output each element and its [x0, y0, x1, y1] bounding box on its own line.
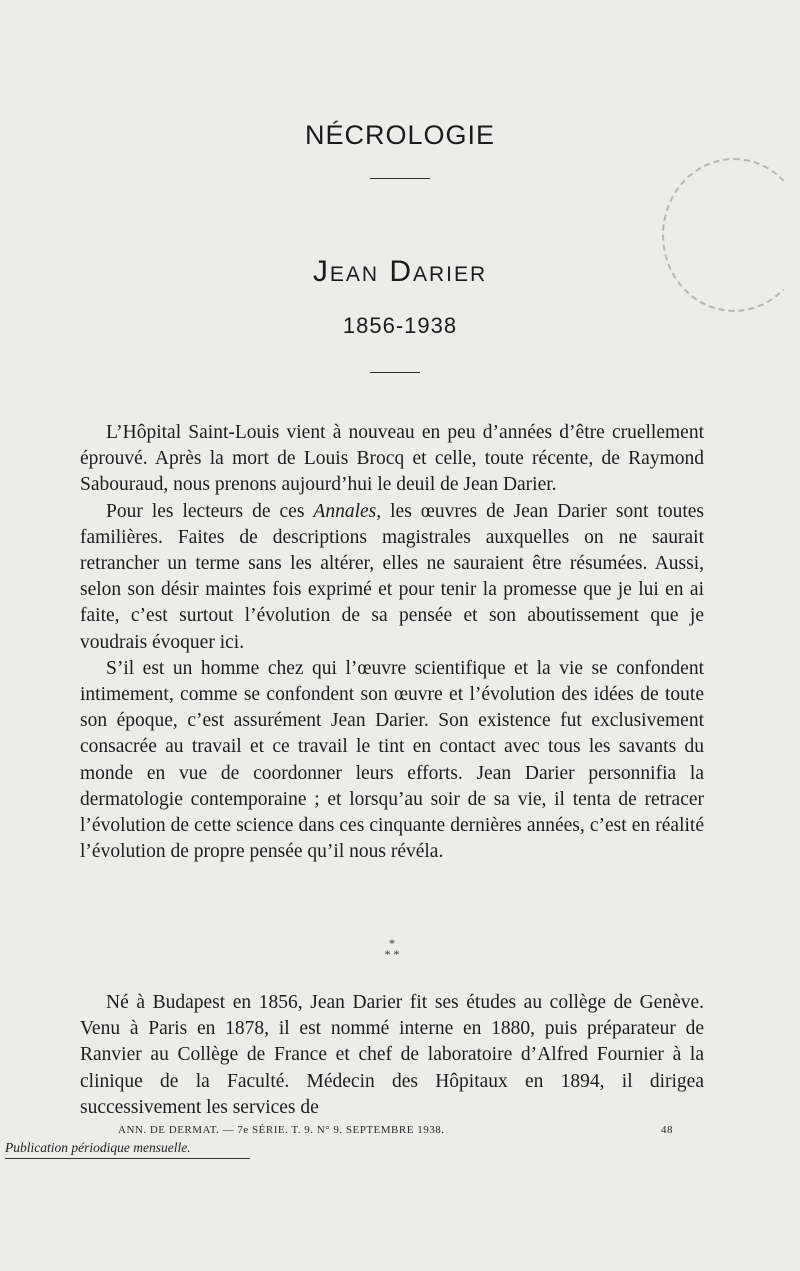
paragraph-3: S’il est un homme chez qui l’œuvre scientifique et la vie se confondent intimement, comme se confondent son œuvre et l’évolution des idées de toute son époque, c’est assurément Jean Darier. Son existence fut exclusivement consacrée au travail et ce travail le tint en contact avec tous les savants du monde en vue de coordonner leurs efforts. Jean Darier personnifia la dermatologie contemporaine ; et lorsqu’au soir de sa vie, il tenta de retracer l’évolution de cette science dans ces cinquante dernières années, c’est en réalité l’évolution de propre pensée qu’il nous révéla.	[80, 657, 704, 863]
article-body-continued	[80, 990, 704, 1121]
journal-title: Annales,	[313, 500, 382, 522]
person-name: Jean Darier	[312, 255, 488, 288]
separator-star-top: *	[389, 936, 395, 950]
separator-stars-bottom: * *	[384, 947, 400, 961]
paragraph-4: Né à Budapest en 1856, Jean Darier fit ses études au collège de Genève. Venu à Paris en 1878, il est nommé interne en 1880, puis préparateur de Ranvier au Collège de France et chef de laboratoire d’Alfred Fournier à la clinique de la Faculté. Médecin des Hôpitaux en 1894, il dirigea successivement les services de	[80, 992, 704, 1118]
article-body	[80, 420, 704, 865]
paragraph-2-before: Pour les lecteurs de ces	[106, 500, 314, 522]
paragraph-2	[80, 499, 704, 656]
journal-citation: ANN. DE DERMAT. — 7e SÉRIE. T. 9. N° 9. SEPTEMBRE 1938.	[118, 1124, 445, 1136]
title-divider	[370, 178, 430, 179]
publication-note: Publication périodique mensuelle.	[5, 1140, 250, 1159]
paragraph-1: L’Hôpital Saint-Louis vient à nouveau en peu d’années d’être cruellement éprouvé. Après la mort de Louis Brocq et celle, toute récente, de Raymond Sabouraud, nous prenons aujourd’hui le deuil de Jean Darier.	[80, 422, 704, 496]
name-divider	[370, 372, 420, 373]
life-dates: 1856-1938	[342, 313, 458, 338]
section-title: NÉCROLOGIE	[304, 120, 496, 150]
page-number: 48	[661, 1124, 673, 1136]
section-separator	[0, 938, 784, 960]
paragraph-2-after: les œuvres de Jean Darier sont toutes familières. Faites de descriptions magistrales auxquelles on ne saurait retrancher un terme sans les altérer, elles ne sauraient être résumées. Aussi, selon son désir maintes fois exprimé et pour tenir la promesse que je lui en ai faite, c’est surtout l’évolution de sa pensée et son aboutissement que je voudrais évoquer ici.	[80, 500, 705, 653]
page-footer	[118, 1124, 673, 1136]
